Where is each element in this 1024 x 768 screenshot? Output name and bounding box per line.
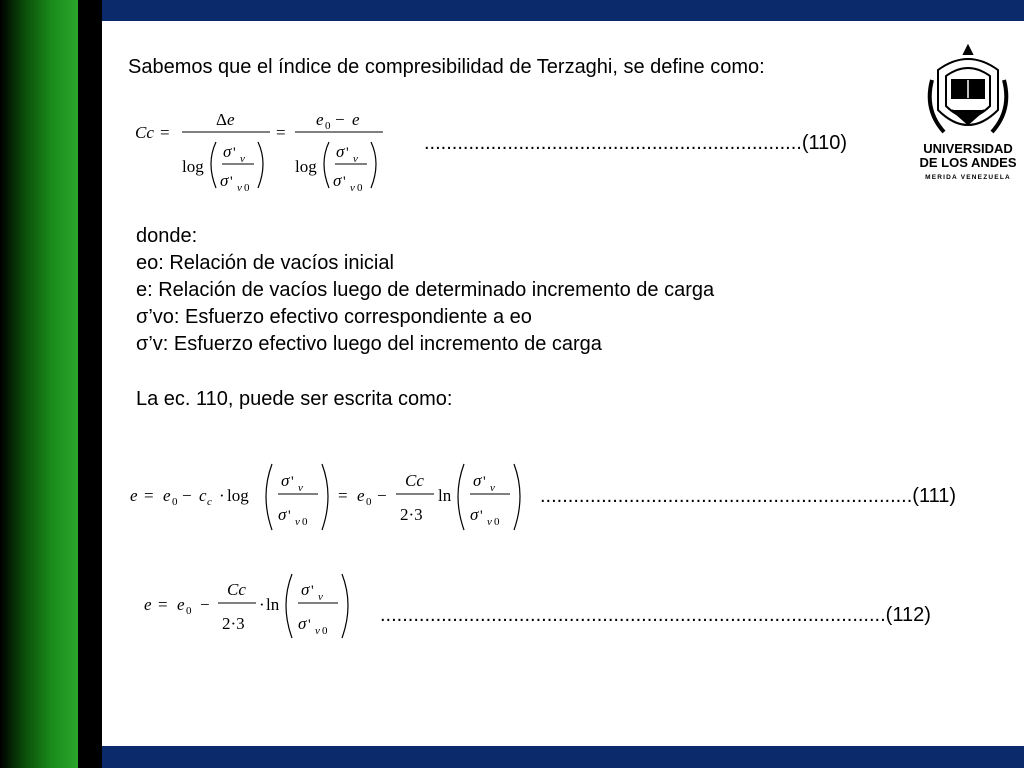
svg-text:e: e bbox=[130, 486, 138, 505]
svg-text:=: = bbox=[338, 486, 348, 505]
svg-text:0: 0 bbox=[172, 496, 178, 508]
svg-text:': ' bbox=[343, 174, 346, 190]
svg-text:σ: σ bbox=[470, 505, 479, 524]
definition-sigma-v: σ’v: Esfuerzo efectivo luego del incremento de carga bbox=[136, 333, 602, 355]
svg-text:v: v bbox=[295, 516, 300, 528]
svg-text:=: = bbox=[144, 486, 154, 505]
svg-text:ln: ln bbox=[438, 486, 452, 505]
svg-text:σ: σ bbox=[281, 471, 290, 490]
rewrite-text: La ec. 110, puede ser escrita como: bbox=[136, 388, 453, 410]
svg-text:': ' bbox=[308, 617, 311, 633]
equation-112-ref: ...........................................................................................(112) bbox=[380, 604, 931, 626]
svg-text:0: 0 bbox=[325, 120, 331, 132]
svg-text:': ' bbox=[346, 145, 349, 161]
svg-text:0: 0 bbox=[322, 625, 328, 637]
university-logo bbox=[918, 40, 1018, 185]
svg-text:σ: σ bbox=[473, 471, 482, 490]
equation-111 bbox=[126, 458, 536, 538]
svg-text:0: 0 bbox=[244, 182, 250, 194]
svg-text:σ: σ bbox=[278, 505, 287, 524]
svg-text:0: 0 bbox=[302, 516, 308, 528]
svg-text:log: log bbox=[295, 157, 317, 176]
intro-text: Sabemos que el índice de compresibilidad de Terzaghi, se define como: bbox=[128, 56, 765, 78]
definition-sigma-vo: σ’vo: Esfuerzo efectivo correspondiente a eo bbox=[136, 306, 532, 328]
svg-text:·: · bbox=[259, 595, 265, 614]
svg-text:2·3: 2·3 bbox=[222, 614, 245, 633]
bottom-blue-bar bbox=[102, 746, 1024, 768]
svg-text:': ' bbox=[291, 474, 294, 490]
svg-text:e: e bbox=[352, 110, 360, 129]
svg-text:': ' bbox=[230, 174, 233, 190]
svg-text:Cc: Cc bbox=[405, 471, 424, 490]
equation-111-ref: ...................................................................(111) bbox=[540, 485, 957, 507]
svg-text:σ: σ bbox=[223, 142, 232, 161]
svg-text:v: v bbox=[237, 182, 242, 194]
svg-text:Cc: Cc bbox=[227, 580, 246, 599]
svg-text:e: e bbox=[144, 595, 152, 614]
svg-text:·: · bbox=[219, 486, 225, 505]
svg-text:0: 0 bbox=[366, 496, 372, 508]
svg-text:e: e bbox=[357, 486, 365, 505]
svg-text:': ' bbox=[483, 474, 486, 490]
svg-text:σ: σ bbox=[301, 580, 310, 599]
svg-text:': ' bbox=[233, 145, 236, 161]
definition-eo: eo: Relación de vacíos inicial bbox=[136, 252, 394, 274]
svg-text:': ' bbox=[311, 583, 314, 599]
svg-text:0: 0 bbox=[494, 516, 500, 528]
svg-text:=: = bbox=[160, 123, 170, 142]
equation-110-ref: ....................................................................(110) bbox=[424, 132, 848, 154]
definition-e: e: Relación de vacíos luego de determinado incremento de carga bbox=[136, 279, 715, 301]
svg-text:Cc: Cc bbox=[135, 123, 154, 142]
svg-text:−: − bbox=[335, 110, 345, 129]
left-black-bar bbox=[78, 0, 102, 768]
svg-text:ln: ln bbox=[266, 595, 280, 614]
svg-text:σ: σ bbox=[336, 142, 345, 161]
svg-text:σ: σ bbox=[220, 171, 229, 190]
svg-text:2·3: 2·3 bbox=[400, 505, 423, 524]
svg-text:=: = bbox=[158, 595, 168, 614]
svg-text:v: v bbox=[298, 482, 303, 494]
svg-text:v: v bbox=[490, 482, 495, 494]
svg-text:=: = bbox=[276, 123, 286, 142]
top-blue-bar bbox=[102, 0, 1024, 21]
equation-110 bbox=[130, 100, 400, 200]
svg-text:log: log bbox=[182, 157, 204, 176]
svg-text:log: log bbox=[227, 486, 249, 505]
logo-emblem bbox=[930, 46, 1007, 132]
svg-text:v: v bbox=[350, 182, 355, 194]
svg-text:e: e bbox=[163, 486, 171, 505]
svg-text:v: v bbox=[318, 591, 323, 603]
svg-text:0: 0 bbox=[357, 182, 363, 194]
svg-text:e: e bbox=[177, 595, 185, 614]
definitions-heading: donde: bbox=[136, 225, 198, 247]
svg-text:σ: σ bbox=[298, 614, 307, 633]
logo-line2: DE LOS ANDES bbox=[919, 155, 1017, 170]
svg-text:−: − bbox=[200, 595, 210, 614]
svg-text:v: v bbox=[315, 625, 320, 637]
svg-text:−: − bbox=[182, 486, 192, 505]
svg-text:c: c bbox=[207, 496, 212, 508]
svg-text:v: v bbox=[487, 516, 492, 528]
svg-text:e: e bbox=[316, 110, 324, 129]
svg-text:Δe: Δe bbox=[216, 110, 235, 129]
svg-text:0: 0 bbox=[186, 605, 192, 617]
svg-text:': ' bbox=[288, 508, 291, 524]
logo-line3: MERIDA VENEZUELA bbox=[925, 174, 1011, 181]
svg-text:v: v bbox=[353, 153, 358, 165]
svg-text:c: c bbox=[199, 486, 207, 505]
svg-text:v: v bbox=[240, 153, 245, 165]
left-gradient-bar bbox=[0, 0, 78, 768]
svg-text:σ: σ bbox=[333, 171, 342, 190]
svg-text:': ' bbox=[480, 508, 483, 524]
logo-line1: UNIVERSIDAD bbox=[923, 141, 1013, 156]
svg-text:−: − bbox=[377, 486, 387, 505]
equation-112 bbox=[140, 570, 355, 642]
